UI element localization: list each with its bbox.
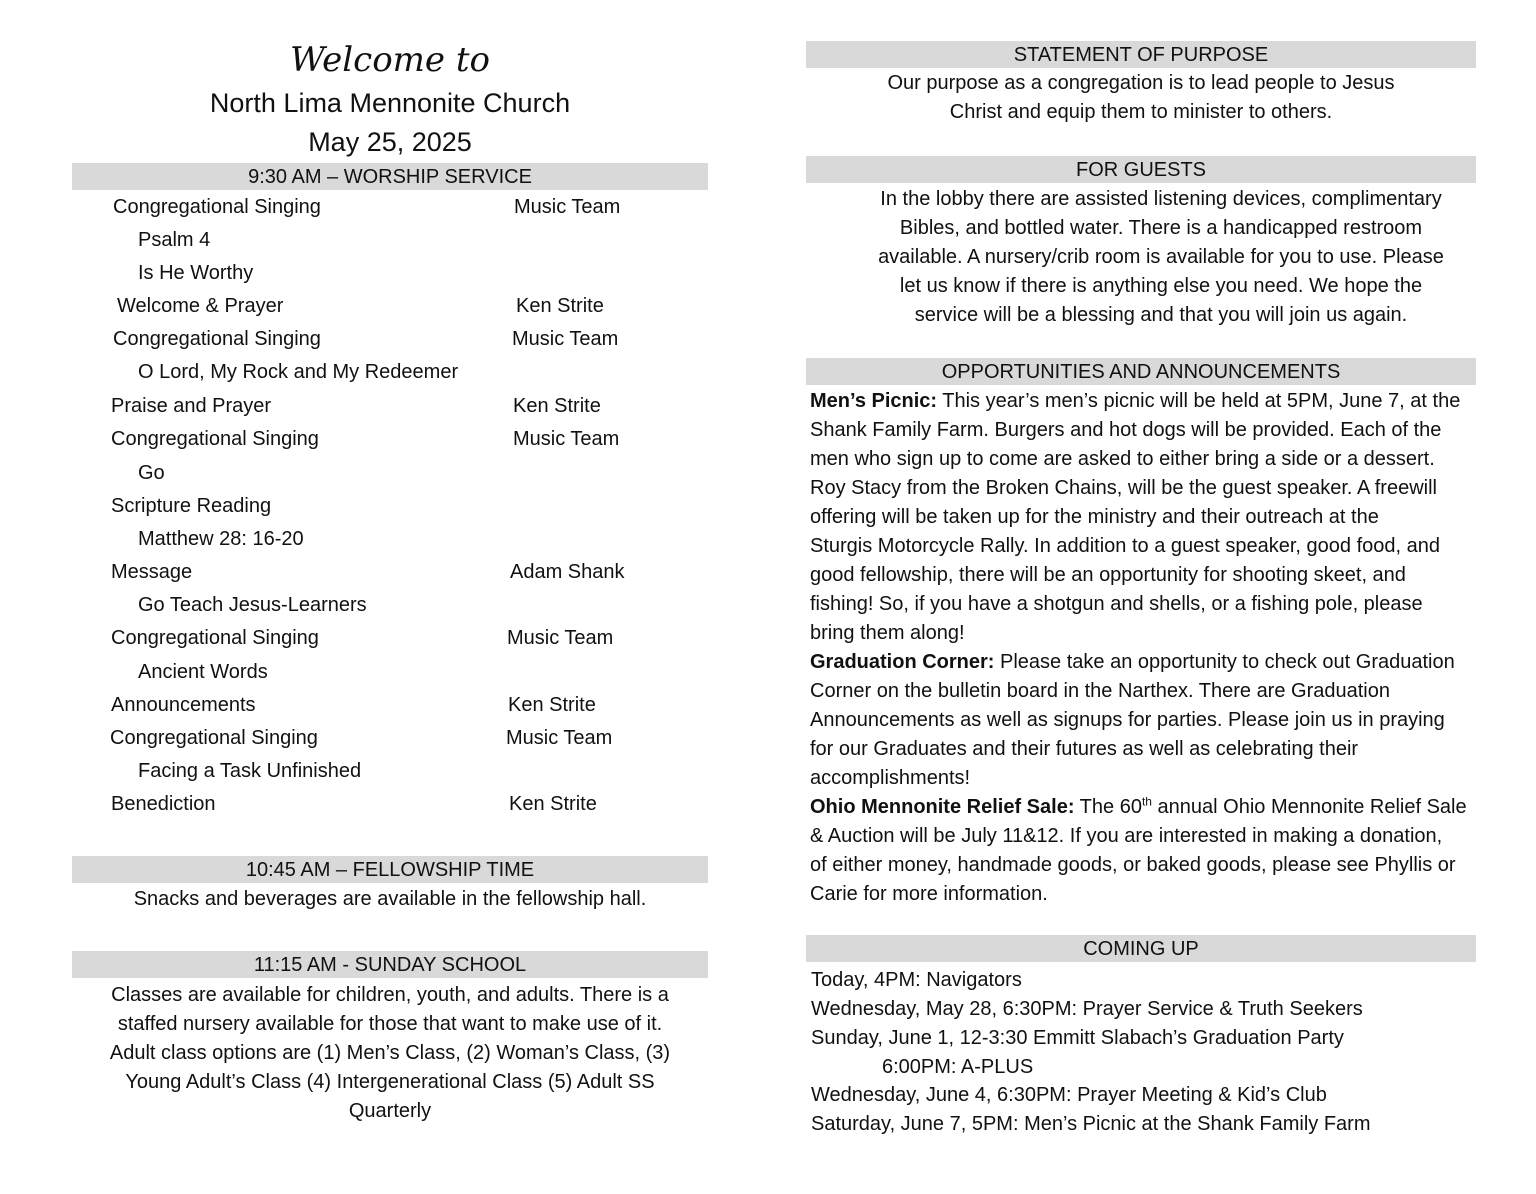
guests-text [806, 185, 1516, 330]
sunday-school-text [72, 981, 708, 1126]
text-line: Classes are available for children, youth, and adults. There is a [111, 984, 669, 1006]
text-fragment: The 60 [1074, 796, 1142, 818]
order-item: Congregational Singing [110, 727, 318, 749]
text-line: Corner on the bulletin board in the Narthex. There are Graduation [810, 680, 1390, 702]
order-leader: Music Team [514, 196, 621, 218]
text-line: accomplishments! [810, 767, 971, 789]
picnic-announcement [810, 387, 1510, 648]
worship-section-header: 9:30 AM – WORSHIP SERVICE [72, 163, 708, 190]
order-subitem: Facing a Task Unfinished [138, 760, 362, 782]
relief-sale-label: Ohio Mennonite Relief Sale: [810, 796, 1075, 818]
text-line: Shank Family Farm. Burgers and hot dogs will be provided. Each of the [810, 419, 1442, 441]
relief-sale-announcement [810, 793, 1510, 909]
order-leader: Ken Strite [516, 295, 604, 317]
text-line: Roy Stacy from the Broken Chains, will be the guest speaker. A freewill [810, 477, 1437, 499]
text-line: Announcements as well as signups for parties. Please join us in praying [810, 709, 1445, 731]
order-leader: Music Team [513, 428, 620, 450]
text-line: Christ and equip them to minister to others. [949, 101, 1333, 123]
text-line: Please take an opportunity to check out Graduation [994, 651, 1455, 673]
list-item: Saturday, June 7, 5PM: Men’s Picnic at the Shank Family Farm [811, 1113, 1371, 1135]
order-subitem: Matthew 28: 16-20 [138, 528, 304, 550]
order-subitem: Go Teach Jesus-Learners [138, 594, 367, 616]
guests-section-header: FOR GUESTS [806, 156, 1476, 183]
order-item: Message [111, 561, 193, 583]
order-subitem: Go [138, 462, 165, 484]
text-line: available. A nursery/crib room is available for you to use. Please [878, 246, 1444, 268]
order-subitem: Ancient Words [138, 661, 268, 683]
list-item: Today, 4PM: Navigators [811, 969, 1022, 991]
graduation-label: Graduation Corner: [810, 651, 995, 673]
order-leader: Ken Strite [508, 694, 596, 716]
welcome-heading: Welcome to [290, 40, 490, 80]
text-line: bring them along! [810, 622, 965, 644]
order-leader: Music Team [506, 727, 613, 749]
order-item: Congregational Singing [113, 328, 321, 350]
text-line: let us know if there is anything else you need. We hope the [899, 275, 1423, 297]
list-item: Wednesday, June 4, 6:30PM: Prayer Meeting & Kid’s Club [811, 1084, 1327, 1106]
text-line: for our Graduates and their futures as well as celebrating their [810, 738, 1359, 760]
announcements-section-header: OPPORTUNITIES AND ANNOUNCEMENTS [806, 358, 1476, 385]
text-line: good fellowship, there will be an opportunity for shooting skeet, and [810, 564, 1406, 586]
order-item: Congregational Singing [111, 627, 319, 649]
order-leader: Adam Shank [510, 561, 625, 583]
text-line: staffed nursery available for those that want to make use of it. [117, 1013, 663, 1035]
order-item: Congregational Singing [111, 428, 319, 450]
church-name: North Lima Mennonite Church [209, 88, 571, 118]
announcements-body [810, 387, 1510, 909]
text-fragment: annual Ohio Mennonite Relief Sale [1151, 796, 1467, 818]
text-line: of either money, handmade goods, or baked goods, please see Phyllis or [810, 854, 1456, 876]
coming-up-section-header: COMING UP [806, 935, 1476, 962]
text-line: Quarterly [348, 1100, 432, 1122]
text-line: Our purpose as a congregation is to lead people to Jesus [887, 72, 1395, 94]
ordinal-suffix: th [1141, 794, 1152, 809]
list-item: Wednesday, May 28, 6:30PM: Prayer Service & Truth Seekers [811, 998, 1363, 1020]
text-line: Carie for more information. [810, 883, 1048, 905]
text-line: men who sign up to come are asked to either bring a side or a dessert. [810, 448, 1435, 470]
order-item: Benediction [111, 793, 216, 815]
picnic-label: Men’s Picnic: [810, 390, 938, 412]
text-line: offering will be taken up for the ministry and their outreach at the [810, 506, 1379, 528]
text-line: This year’s men’s picnic will be held at 5PM, June 7, at the [937, 390, 1461, 412]
text-line: & Auction will be July 11&12. If you are interested in making a donation, [810, 825, 1443, 847]
text-line: Young Adult’s Class (4) Intergenerational Class (5) Adult SS [125, 1071, 655, 1093]
order-item: Welcome & Prayer [117, 295, 284, 317]
order-subitem: O Lord, My Rock and My Redeemer [138, 361, 459, 383]
service-date: May 25, 2025 [308, 127, 472, 157]
text-line: Sturgis Motorcycle Rally. In addition to a guest speaker, good food, and [810, 535, 1440, 557]
text-line: In the lobby there are assisted listening devices, complimentary [880, 188, 1442, 210]
text-line: fishing! So, if you have a shotgun and shells, or a fishing pole, please [810, 593, 1423, 615]
list-item: Sunday, June 1, 12-3:30 Emmitt Slabach’s Graduation Party [811, 1027, 1344, 1049]
text-line: service will be a blessing and that you will join us again. [914, 304, 1408, 326]
order-leader: Music Team [512, 328, 619, 350]
order-item: Praise and Prayer [111, 395, 272, 417]
fellowship-section-header: 10:45 AM – FELLOWSHIP TIME [72, 856, 708, 883]
sunday-school-section-header: 11:15 AM - SUNDAY SCHOOL [72, 951, 708, 978]
order-item: Congregational Singing [113, 196, 321, 218]
text-line: Bibles, and bottled water. There is a handicapped restroom [899, 217, 1423, 239]
list-item: 6:00PM: A-PLUS [882, 1056, 1034, 1078]
order-subitem: Psalm 4 [138, 229, 211, 251]
order-item: Announcements [111, 694, 256, 716]
order-leader: Music Team [507, 627, 614, 649]
order-item: Scripture Reading [111, 495, 272, 517]
purpose-section-header: STATEMENT OF PURPOSE [806, 41, 1476, 68]
order-leader: Ken Strite [513, 395, 601, 417]
order-leader: Ken Strite [509, 793, 597, 815]
graduation-announcement [810, 648, 1510, 793]
purpose-text [806, 69, 1476, 127]
fellowship-text: Snacks and beverages are available in the fellowship hall. [133, 888, 647, 910]
text-line: Adult class options are (1) Men’s Class, (2) Woman’s Class, (3) [109, 1042, 671, 1064]
order-subitem: Is He Worthy [138, 262, 254, 284]
